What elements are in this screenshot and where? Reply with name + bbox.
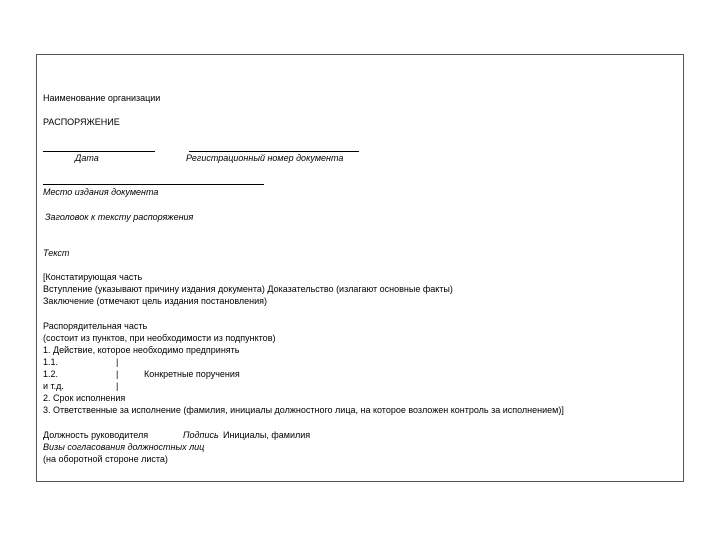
place-line <box>43 184 264 185</box>
admin-part: Распорядительная часть <box>43 321 148 331</box>
reg-number-label: Регистрационный номер документа <box>186 153 344 163</box>
statement-part: [Констатирующая часть <box>43 272 143 282</box>
place-label: Место издания документа <box>43 187 159 197</box>
date-label: Дата <box>75 153 99 163</box>
bar-2: | <box>116 369 119 379</box>
admin-note: (состоит из пунктов, при необходимости из подпунктов) <box>43 333 276 343</box>
document-frame <box>36 54 684 482</box>
item-1-2: 1.2. <box>43 369 59 379</box>
item-1-1: 1.1. <box>43 357 59 367</box>
doc-type-title: РАСПОРЯЖЕНИЕ <box>43 117 120 127</box>
signature-label: Подпись <box>183 430 219 440</box>
item-1: 1. Действие, которое необходимо предпринять <box>43 345 240 355</box>
date-line <box>43 151 155 152</box>
initials-label: Инициалы, фамилия <box>223 430 311 440</box>
item-etc: и т.д. <box>43 381 64 391</box>
bar-3: | <box>116 381 119 391</box>
text-label: Текст <box>43 248 70 258</box>
reg-number-line <box>189 151 359 152</box>
intro-line: Вступление (указывают причину издания документа) Доказательство (излагают основные факты) <box>43 284 453 294</box>
heading-label: Заголовок к тексту распоряжения <box>45 212 194 222</box>
instructions-label: Конкретные поручения <box>144 369 240 379</box>
approvals-label: Визы согласования должностных лиц <box>43 442 205 452</box>
head-position: Должность руководителя <box>43 430 149 440</box>
conclusion-line: Заключение (отмечают цель издания постановления) <box>43 296 268 306</box>
org-name: Наименование организации <box>43 93 161 103</box>
item-2: 2. Срок исполнения <box>43 393 126 403</box>
bar-1: | <box>116 357 119 367</box>
item-3: 3. Ответственные за исполнение (фамилия, инициалы должностного лица, на которое возложен контроль за исполнением)] <box>43 405 564 415</box>
reverse-note: (на оборотной стороне листа) <box>43 454 168 464</box>
